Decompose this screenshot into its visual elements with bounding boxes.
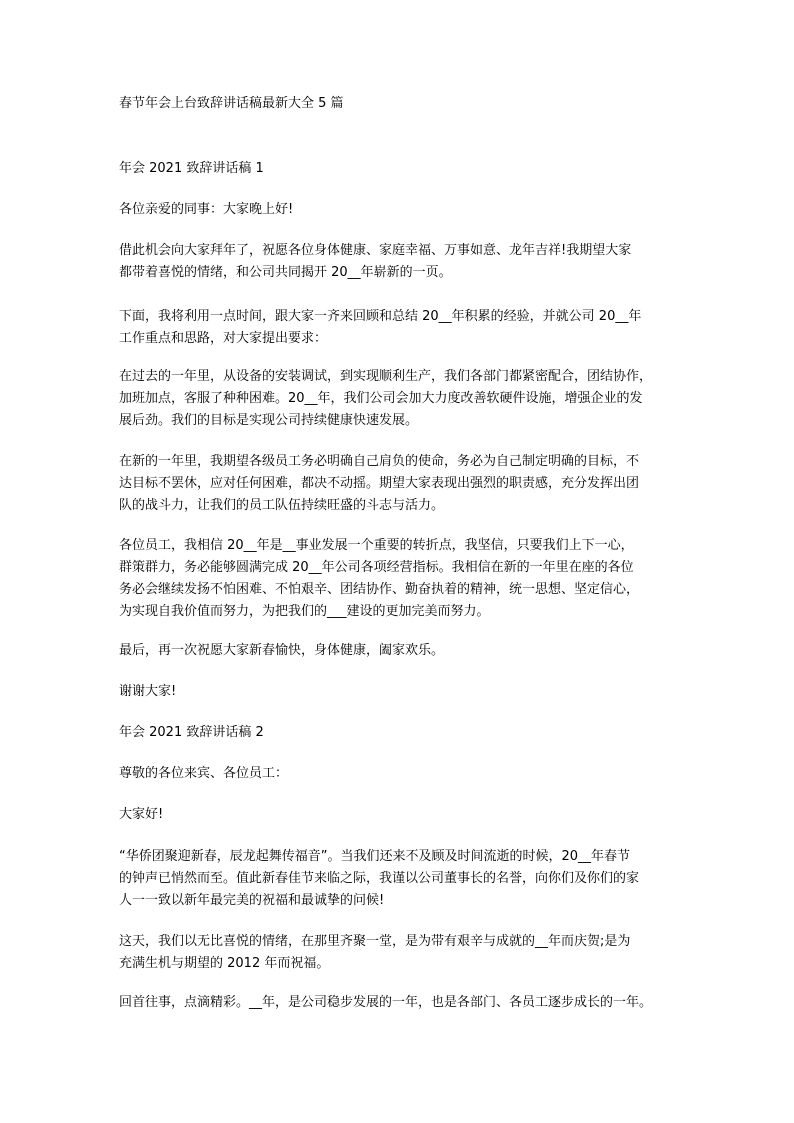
paragraph-line: 人一一致以新年最完美的祝福和最诚挚的问候!: [119, 893, 385, 908]
paragraph-line: 为实现自我价值而努力，为把我们的___建设的更加完美而努力。: [119, 604, 490, 619]
paragraph-line: 工作重点和思路，对大家提出要求：: [119, 331, 328, 346]
paragraph-line: 加班加点，客服了种种困难。20__年，我们公司会加大力度改善软硬件设施，增强企业的发: [119, 391, 643, 406]
salutation: 尊敬的各位来宾、各位员工：: [119, 766, 289, 781]
paragraph-line: 这天，我们以无比喜悦的情绪，在那里齐聚一堂，是为带有艰辛与成就的__年而庆贺;是为: [119, 934, 631, 949]
paragraph-line: “华侨团聚迎新春，辰龙起舞传福音”。当我们还来不及顾及时间流逝的时候，20__年春节: [119, 849, 631, 864]
salutation: 各位亲爱的同事：大家晚上好!: [119, 202, 294, 217]
paragraph-line: 最后，再一次祝愿大家新春愉快，身体健康，阖家欢乐。: [119, 643, 445, 658]
section-heading: 年会 2021 致辞讲话稿 2: [119, 725, 264, 740]
paragraph-line: 在新的一年里，我期望各级员工务必明确自己肩负的使命，务必为自己制定明确的目标，不: [119, 454, 640, 469]
paragraph-line: 队的战斗力，让我们的员工队伍持续旺盛的斗志与活力。: [119, 498, 445, 513]
paragraph-line: 下面，我将利用一点时间，跟大家一齐来回顾和总结 20__年积累的经验，并就公司 20__年: [119, 309, 642, 324]
paragraph-line: 群策群力，务必能够圆满完成 20__年公司各项经营指标。我相信在新的一年里在座的各位: [119, 560, 634, 575]
document-title: 春节年会上台致辞讲话稿最新大全 5 篇: [119, 96, 344, 111]
paragraph-line: 的钟声已悄然而至。值此新春佳节来临之际，我谨以公司董事长的名誉，向你们及你们的家: [119, 871, 640, 886]
paragraph-line: 展后劲。我们的目标是实现公司持续健康快速发展。: [119, 413, 419, 428]
paragraph-line: 谢谢大家!: [119, 684, 177, 699]
salutation: 大家好!: [119, 807, 164, 822]
paragraph-line: 回首往事，点滴精彩。__年，是公司稳步发展的一年，也是各部门、各员工逐步成长的一年。: [119, 995, 653, 1010]
paragraph-line: 在过去的一年里，从设备的安装调试，到实现顺利生产，我们各部门都紧密配合，团结协作，: [119, 369, 653, 384]
paragraph-line: 务必会继续发扬不怕困难、不怕艰辛、团结协作、勤奋执着的精神，统一思想、坚定信心，: [119, 582, 640, 597]
paragraph-line: 充满生机与期望的 2012 年而祝福。: [119, 956, 330, 971]
paragraph-line: 都带着喜悦的情绪，和公司共同揭开 20__年崭新的一页。: [119, 265, 452, 280]
paragraph-line: 各位员工，我相信 20__年是__事业发展一个重要的转折点，我坚信，只要我们上下一心，: [119, 538, 634, 553]
section-heading: 年会 2021 致辞讲话稿 1: [119, 161, 264, 176]
paragraph-line: 达目标不罢休，应对任何困难，都决不动摇。期望大家表现出强烈的职责感，充分发挥出团: [119, 476, 640, 491]
paragraph-line: 借此机会向大家拜年了，祝愿各位身体健康、家庭幸福、万事如意、龙年吉祥!我期望大家: [119, 243, 632, 258]
